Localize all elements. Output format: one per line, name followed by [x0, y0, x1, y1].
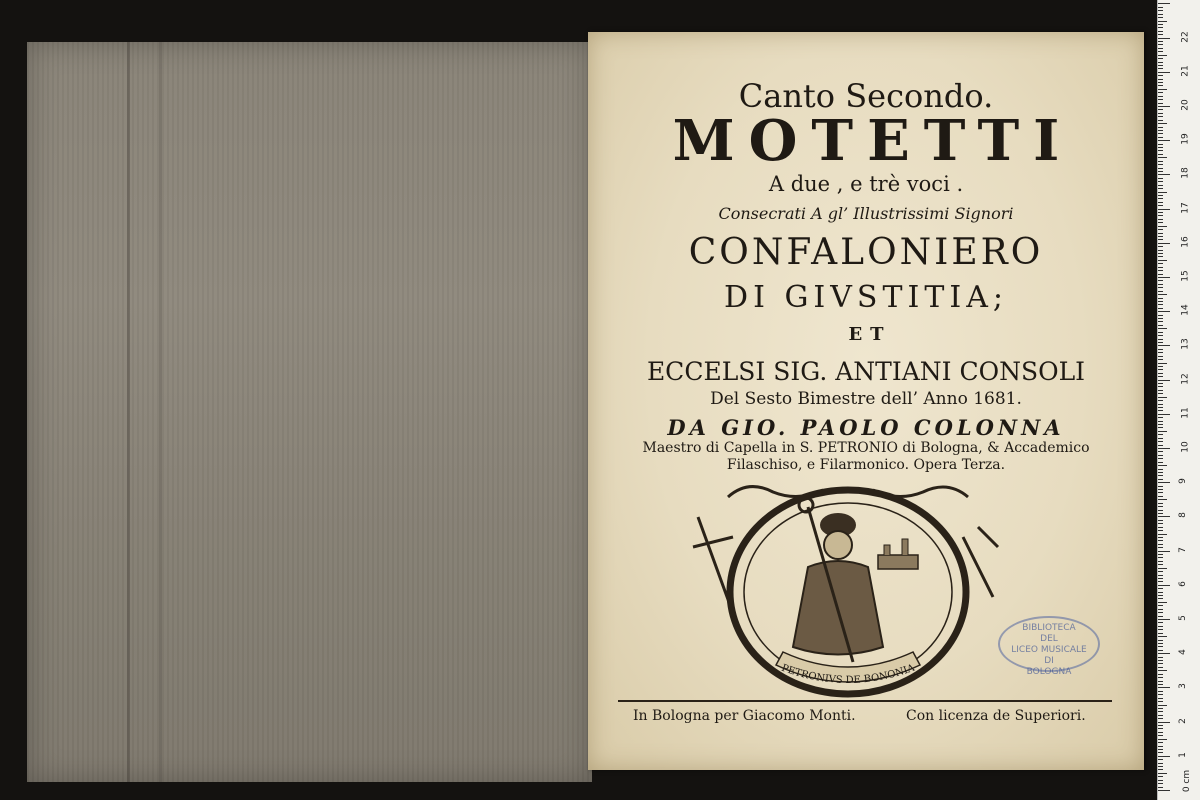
stamp-text: DEL — [1040, 634, 1058, 644]
ruler-tick — [1158, 622, 1163, 623]
emblem-banner-text: PETRONIVS DE BONONIA — [779, 662, 917, 687]
stamp-text: BOLOGNA — [1026, 667, 1072, 677]
ruler-tick — [1158, 68, 1163, 69]
ruler-tick — [1158, 773, 1167, 774]
ruler-tick — [1158, 544, 1163, 545]
ruler-tick — [1158, 681, 1163, 682]
ruler-tick — [1158, 106, 1170, 107]
ruler-tick — [1158, 62, 1163, 63]
ruler-tick — [1158, 246, 1163, 247]
ruler-tick — [1158, 315, 1163, 316]
ruler-tick — [1158, 722, 1170, 723]
ruler-number: 20 — [1180, 99, 1191, 111]
ruler-tick — [1158, 277, 1170, 278]
city-towers — [884, 539, 908, 555]
ruler-tick — [1158, 147, 1163, 148]
ruler-tick — [1158, 763, 1163, 764]
ruler-tick — [1158, 130, 1163, 131]
ruler-tick — [1158, 154, 1163, 155]
ruler-tick — [1158, 633, 1163, 634]
ruler-tick — [1158, 144, 1163, 145]
ruler-number: 7 — [1177, 546, 1188, 553]
ruler-tick — [1158, 520, 1163, 521]
ruler-number: 18 — [1180, 167, 1191, 180]
ruler-tick — [1158, 585, 1170, 586]
ruler-tick — [1158, 571, 1163, 572]
ruler-tick — [1158, 564, 1163, 565]
ruler-tick — [1158, 400, 1163, 401]
ruler-number: 22 — [1180, 30, 1191, 43]
ruler-tick — [1158, 383, 1163, 384]
ruler-tick — [1158, 578, 1163, 579]
ruler-tick — [1158, 516, 1170, 517]
ruler-tick — [1158, 85, 1163, 86]
ruler-tick — [1158, 318, 1163, 319]
ruler-number: 2 — [1177, 717, 1188, 724]
ruler-tick — [1158, 24, 1163, 25]
ruler-tick — [1158, 667, 1163, 668]
ruler-tick — [1158, 321, 1163, 322]
imprint-licence: Con licenza de Superiori. — [906, 708, 1086, 724]
ruler-tick — [1158, 404, 1163, 405]
ruler-tick — [1158, 270, 1163, 271]
ruler-tick — [1158, 380, 1170, 381]
ruler-tick — [1158, 120, 1163, 121]
ruler-tick — [1158, 359, 1163, 360]
ruler-tick — [1158, 783, 1163, 784]
ruler-tick — [1158, 434, 1163, 435]
ruler-tick — [1158, 301, 1163, 302]
ruler-tick — [1158, 619, 1170, 620]
part-name: Canto Secondo. — [738, 77, 994, 115]
ruler-tick — [1158, 376, 1163, 377]
ruler-tick — [1158, 725, 1163, 726]
ruler-tick — [1158, 215, 1163, 216]
ruler-tick — [1158, 239, 1163, 240]
ruler-tick — [1158, 332, 1163, 333]
measurement-ruler — [1157, 0, 1200, 800]
ruler-tick — [1158, 369, 1163, 370]
ruler-tick — [1158, 335, 1163, 336]
ruler-tick — [1158, 547, 1163, 548]
ruler-tick — [1158, 527, 1163, 528]
ruler-tick — [1158, 626, 1163, 627]
ruler-tick — [1158, 10, 1163, 11]
ruler-tick — [1158, 212, 1163, 213]
ruler-tick — [1158, 636, 1167, 637]
ruler-tick — [1158, 17, 1163, 18]
ruler-tick — [1158, 7, 1163, 8]
ruler-number: 12 — [1180, 372, 1191, 385]
ruler-tick — [1158, 534, 1167, 535]
ruler-tick — [1158, 677, 1163, 678]
ruler-tick — [1158, 3, 1170, 4]
cover-fold-line — [127, 42, 130, 782]
ruler-tick — [1158, 759, 1163, 760]
ruler-tick — [1158, 776, 1163, 777]
ruler-tick — [1158, 171, 1163, 172]
ruler-tick — [1158, 414, 1170, 415]
ruler-tick — [1158, 243, 1170, 244]
conjunction-line: ET — [848, 324, 892, 345]
ruler-tick — [1158, 475, 1163, 476]
ruler-tick — [1158, 397, 1167, 398]
ruler-number: 3 — [1177, 683, 1188, 690]
ruler-tick — [1158, 390, 1163, 391]
cover-fold-line — [159, 42, 162, 782]
ruler-tick — [1158, 123, 1167, 124]
left-cover-board — [27, 42, 592, 782]
ruler-tick — [1158, 280, 1163, 281]
ruler-tick — [1158, 551, 1170, 552]
ruler-tick — [1158, 345, 1170, 346]
ruler-tick — [1158, 55, 1167, 56]
ruler-tick — [1158, 48, 1163, 49]
ruler-tick — [1158, 21, 1167, 22]
ruler-tick — [1158, 229, 1163, 230]
ruler-tick — [1158, 226, 1167, 227]
ruler-tick — [1158, 342, 1163, 343]
ruler-tick — [1158, 557, 1163, 558]
ruler-tick — [1158, 287, 1163, 288]
ruler-tick — [1158, 219, 1163, 220]
ruler-number: 15 — [1180, 270, 1191, 282]
ruler-tick — [1158, 65, 1163, 66]
ruler-tick — [1158, 127, 1163, 128]
ruler-tick — [1158, 58, 1163, 59]
ruler-tick — [1158, 294, 1167, 295]
ruler-tick — [1158, 530, 1163, 531]
ruler-tick — [1158, 304, 1163, 305]
ruler-tick — [1158, 588, 1163, 589]
ruler-tick — [1158, 448, 1170, 449]
ruler-tick — [1158, 687, 1170, 688]
ruler-tick — [1158, 113, 1163, 114]
ruler-number: 4 — [1177, 649, 1188, 656]
author-role-1: Maestro di Capella in S. PETRONIO di Bologna, & Accademico — [642, 440, 1090, 456]
ruler-tick — [1158, 339, 1163, 340]
ruler-tick — [1158, 581, 1163, 582]
ruler-tick — [1158, 469, 1163, 470]
ruler-tick — [1158, 31, 1163, 32]
ruler-tick — [1158, 694, 1163, 695]
ruler-tick — [1158, 96, 1163, 97]
ruler-tick — [1158, 140, 1170, 141]
ruler-tick — [1158, 575, 1163, 576]
ruler-tick — [1158, 438, 1163, 439]
ruler-tick — [1158, 752, 1163, 753]
ruler-tick — [1158, 427, 1163, 428]
ruler-tick — [1158, 605, 1163, 606]
ruler-tick — [1158, 711, 1163, 712]
ruler-tick — [1158, 82, 1163, 83]
title-page — [588, 32, 1144, 770]
ruler-tick — [1158, 109, 1163, 110]
stamp-text: DI — [1044, 656, 1054, 666]
ruler-tick — [1158, 116, 1163, 117]
ruler-tick — [1158, 349, 1163, 350]
ruler-number: 8 — [1177, 512, 1188, 519]
ruler-tick — [1158, 513, 1163, 514]
city-model — [878, 555, 918, 569]
ruler-tick — [1158, 718, 1163, 719]
library-stamp — [998, 616, 1100, 677]
ruler-tick — [1158, 496, 1163, 497]
ruler-number: 6 — [1177, 580, 1188, 587]
ruler-tick — [1158, 705, 1167, 706]
dedicatee-line-3: ECCELSI SIG. ANTIANI CONSOLI — [646, 357, 1086, 386]
ruler-tick — [1158, 766, 1163, 767]
ruler-tick — [1158, 222, 1163, 223]
ruler-tick — [1158, 609, 1163, 610]
ruler-tick — [1158, 756, 1170, 757]
ruler-tick — [1158, 598, 1163, 599]
ruler-number: 1 — [1177, 751, 1188, 758]
ruler-tick — [1158, 133, 1163, 134]
ruler-number: 17 — [1180, 201, 1191, 214]
ruler-number: 16 — [1180, 236, 1191, 248]
ruler-tick — [1158, 51, 1163, 52]
ruler-tick — [1158, 202, 1163, 203]
ruler-tick — [1158, 14, 1163, 15]
author-line: DA GIO. PAOLO COLONNA — [667, 415, 1065, 440]
ruler-number: 21 — [1180, 65, 1191, 77]
ruler-tick — [1158, 458, 1163, 459]
ruler-tick — [1158, 185, 1163, 186]
ruler-tick — [1158, 209, 1170, 210]
ruler-tick — [1158, 650, 1163, 651]
ruler-tick — [1158, 732, 1163, 733]
ruler-tick — [1158, 472, 1163, 473]
ruler-tick — [1158, 462, 1163, 463]
dedicatee-line-2: DI GIVSTITIA; — [724, 280, 1008, 315]
ruler-number: 9 — [1177, 478, 1188, 485]
ruler-tick — [1158, 787, 1163, 788]
ruler-number: 10 — [1180, 441, 1191, 453]
ruler-tick — [1158, 684, 1163, 685]
ruler-tick — [1158, 325, 1163, 326]
ruler-tick — [1158, 431, 1167, 432]
ruler-tick — [1158, 41, 1163, 42]
ruler-tick — [1158, 150, 1163, 151]
ruler-tick — [1158, 263, 1163, 264]
ruler-tick — [1158, 653, 1170, 654]
ruler-tick — [1158, 75, 1163, 76]
dedicatee-line-1: CONFALONIERO — [688, 232, 1044, 273]
ruler-number: 11 — [1180, 407, 1191, 419]
footer-rule — [618, 700, 1112, 702]
ruler-tick — [1158, 298, 1163, 299]
ruler-tick — [1158, 386, 1163, 387]
ruler-tick — [1158, 735, 1163, 736]
dedication-line: Consecrati A gl’ Illustrissimi Signori — [718, 204, 1014, 223]
ruler-tick — [1158, 643, 1163, 644]
ruler-tick — [1158, 174, 1170, 175]
ruler-tick — [1158, 424, 1163, 425]
ruler-tick — [1158, 465, 1167, 466]
ruler-number: 19 — [1180, 133, 1191, 145]
ruler-tick — [1158, 328, 1167, 329]
saint-head — [824, 531, 852, 559]
ruler-tick — [1158, 373, 1163, 374]
ruler-tick — [1158, 749, 1163, 750]
ruler-tick — [1158, 612, 1163, 613]
ruler-tick — [1158, 506, 1163, 507]
ruler-tick — [1158, 260, 1167, 261]
ruler-tick — [1158, 561, 1163, 562]
ruler-tick — [1158, 27, 1163, 28]
ruler-tick — [1158, 479, 1163, 480]
ruler-tick — [1158, 503, 1163, 504]
ruler-tick — [1158, 195, 1163, 196]
ruler-tick — [1158, 616, 1163, 617]
ruler-tick — [1158, 489, 1163, 490]
ruler-tick — [1158, 38, 1170, 39]
ruler-tick — [1158, 592, 1163, 593]
ruler-tick — [1158, 629, 1163, 630]
ruler-tick — [1158, 356, 1163, 357]
ruler-tick — [1158, 236, 1163, 237]
ruler-tick — [1158, 103, 1163, 104]
saint-petronius-emblem — [688, 477, 1008, 707]
ruler-tick — [1158, 742, 1163, 743]
ruler-tick — [1158, 660, 1163, 661]
ruler-tick — [1158, 499, 1167, 500]
ruler-tick — [1158, 715, 1163, 716]
ruler-number: 13 — [1180, 338, 1191, 351]
ruler-tick — [1158, 363, 1167, 364]
ruler-tick — [1158, 780, 1163, 781]
ruler-tick — [1158, 192, 1167, 193]
ruler-tick — [1158, 640, 1163, 641]
ruler-tick — [1158, 486, 1163, 487]
ruler-tick — [1158, 670, 1167, 671]
ruler-tick — [1158, 178, 1163, 179]
ruler-tick — [1158, 746, 1163, 747]
ruler-tick — [1158, 161, 1163, 162]
ruler-tick — [1158, 250, 1163, 251]
ruler-number: 14 — [1180, 304, 1191, 316]
ruler-tick — [1158, 769, 1163, 770]
ruler-tick — [1158, 352, 1163, 353]
ruler-tick — [1158, 256, 1163, 257]
ruler-tick — [1158, 554, 1163, 555]
ruler-tick — [1158, 253, 1163, 254]
author-role-2: Filaschiso, e Filarmonico. Opera Terza. — [726, 457, 1006, 473]
ruler-tick — [1158, 728, 1163, 729]
ruler-tick — [1158, 445, 1163, 446]
ruler-tick — [1158, 595, 1163, 596]
ruler-tick — [1158, 168, 1163, 169]
ruler-tick — [1158, 523, 1163, 524]
ruler-tick — [1158, 691, 1163, 692]
ruler-tick — [1158, 410, 1163, 411]
ruler-tick — [1158, 44, 1163, 45]
ruler-tick — [1158, 284, 1163, 285]
ruler-tick — [1158, 188, 1163, 189]
ruler-tick — [1158, 198, 1163, 199]
ruler-tick — [1158, 739, 1167, 740]
work-title: MOTETTI — [672, 108, 1074, 174]
ruler-tick — [1158, 181, 1163, 182]
ruler-tick — [1158, 674, 1163, 675]
ruler-tick — [1158, 657, 1163, 658]
ruler-tick — [1158, 701, 1163, 702]
ruler-tick — [1158, 79, 1163, 80]
ruler-tick — [1158, 311, 1170, 312]
ruler-tick — [1158, 308, 1163, 309]
ruler-tick — [1158, 417, 1163, 418]
ruler-tick — [1158, 537, 1163, 538]
ruler-tick — [1158, 421, 1163, 422]
ruler-tick — [1158, 482, 1170, 483]
ruler-tick — [1158, 157, 1167, 158]
ruler-tick — [1158, 291, 1163, 292]
ruler-tick — [1158, 34, 1163, 35]
ruler-tick — [1158, 441, 1163, 442]
ruler-tick — [1158, 510, 1163, 511]
ruler-tick — [1158, 137, 1163, 138]
ruler-tick — [1158, 568, 1167, 569]
stamp-text: BIBLIOTECA — [1022, 623, 1076, 633]
ruler-tick — [1158, 205, 1163, 206]
ruler-tick — [1158, 455, 1163, 456]
ruler-tick — [1158, 698, 1163, 699]
ruler-number: 5 — [1177, 615, 1188, 621]
ruler-tick — [1158, 708, 1163, 709]
ruler-tick — [1158, 274, 1163, 275]
ruler-tick — [1158, 393, 1163, 394]
voices-line: A due , e trè voci . — [768, 172, 964, 196]
ruler-tick — [1158, 89, 1167, 90]
ruler-tick — [1158, 540, 1163, 541]
stamp-text: LICEO MUSICALE — [1011, 645, 1087, 655]
ruler-tick — [1158, 72, 1170, 73]
ruler-tick — [1158, 233, 1163, 234]
ruler-tick — [1158, 407, 1163, 408]
ruler-tick — [1158, 366, 1163, 367]
ruler-tick — [1158, 92, 1163, 93]
ruler-unit-label: 0 cm — [1182, 769, 1193, 793]
ruler-tick — [1158, 451, 1163, 452]
ruler-tick — [1158, 646, 1163, 647]
ruler-tick — [1158, 663, 1163, 664]
ruler-tick — [1158, 164, 1163, 165]
ruler-tick — [1158, 99, 1163, 100]
ruler-tick — [1158, 267, 1163, 268]
ruler-tick — [1158, 492, 1163, 493]
ruler-tick — [1158, 790, 1170, 791]
imprint-printer: In Bologna per Giacomo Monti. — [633, 708, 856, 724]
ruler-tick — [1158, 602, 1167, 603]
date-line: Del Sesto Bimestre dell’ Anno 1681. — [710, 389, 1022, 409]
